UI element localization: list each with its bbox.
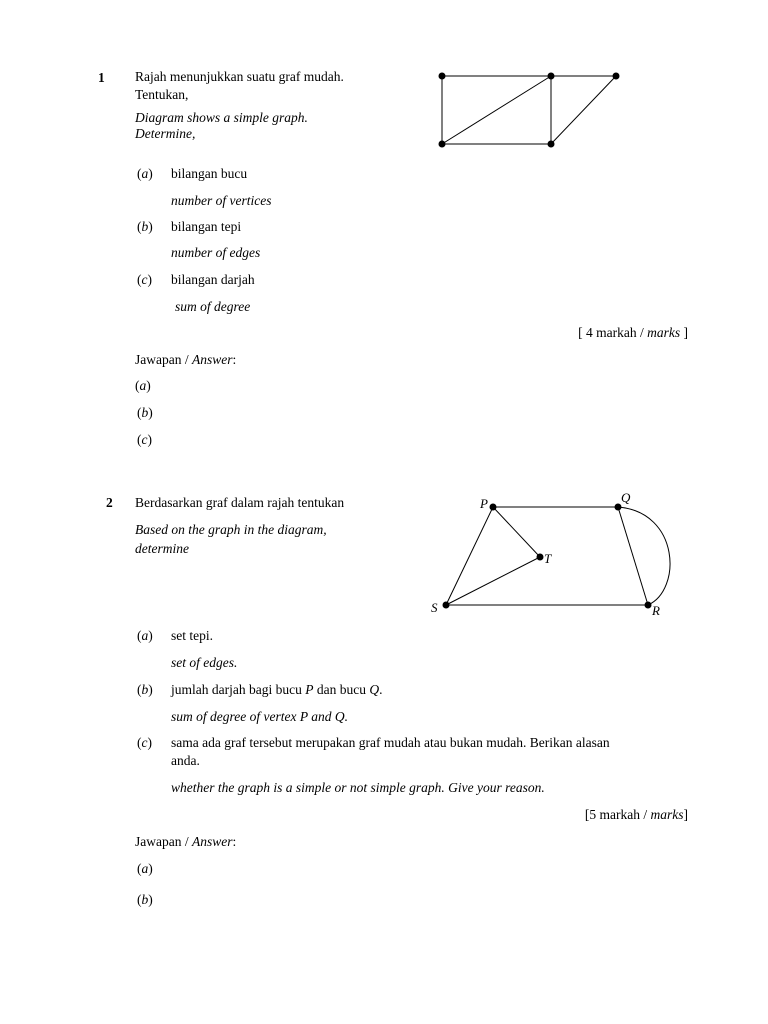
edge-st <box>446 557 540 605</box>
part-text-english: sum of degree <box>175 299 251 314</box>
answer-label: (b) <box>137 892 153 907</box>
vertex-label-r: R <box>652 603 660 618</box>
edge-ps <box>446 507 493 605</box>
part-text-english: set of edges. <box>171 655 238 670</box>
marks-allocation: [5 markah / marks] <box>584 807 688 822</box>
part-text-malay: set tepi. <box>171 628 213 643</box>
edge-pt <box>493 507 540 557</box>
question-instruction-english: determine <box>135 541 189 556</box>
part-text-malay: jumlah darjah bagi bucu P dan bucu Q. <box>171 682 383 697</box>
part-text-english: whether the graph is a simple or not simple graph. Give your reason. <box>171 780 545 795</box>
vertex-s <box>443 602 450 609</box>
answer-heading: Jawapan / Answer: <box>135 352 237 367</box>
question-intro-english: Based on the graph in the diagram, <box>135 522 327 537</box>
part-label: (a) <box>137 628 153 643</box>
question-instruction-malay: Tentukan, <box>135 87 189 102</box>
vertex-label-t: T <box>544 551 552 566</box>
answer-label: (a) <box>137 861 153 876</box>
answer-heading: Jawapan / Answer: <box>135 834 237 849</box>
question-instruction-english: Determine, <box>135 126 196 141</box>
part-text-english: sum of degree of vertex P and Q. <box>171 709 348 724</box>
vertex-label-p: P <box>480 496 488 511</box>
edge-qr <box>618 507 648 605</box>
question-number: 2 <box>106 495 113 510</box>
question-number: 1 <box>98 70 105 85</box>
part-label: (b) <box>137 219 153 234</box>
vertex-label-q: Q <box>621 490 631 505</box>
question-intro-malay: Berdasarkan graf dalam rajah tentukan <box>135 495 345 510</box>
vertex-t <box>537 554 544 561</box>
question-intro-malay: Rajah menunjukkan suatu graf mudah. <box>135 69 344 84</box>
marks-allocation: [ 4 markah / marks ] <box>578 325 688 340</box>
answer-label: (b) <box>137 405 153 420</box>
part-label: (b) <box>137 682 153 697</box>
part-label: (a) <box>137 166 153 181</box>
part-text-english: number of vertices <box>171 193 272 208</box>
part-text-english: number of edges <box>171 245 261 260</box>
part-text-malay-line1: sama ada graf tersebut merupakan graf mudah atau bukan mudah. Berikan alasan <box>171 735 610 750</box>
vertex-label-s: S <box>431 600 438 615</box>
answer-label: (c) <box>137 432 152 447</box>
answer-label: (a) <box>135 378 151 393</box>
question-intro-english: Diagram shows a simple graph. <box>135 110 308 125</box>
vertex-r <box>645 602 652 609</box>
part-label: (c) <box>137 735 152 750</box>
part-text-malay: bilangan bucu <box>171 166 248 181</box>
vertex-p <box>490 504 497 511</box>
part-label: (c) <box>137 272 152 287</box>
part-text-malay: bilangan darjah <box>171 272 255 287</box>
part-text-malay-line2: anda. <box>171 753 200 768</box>
part-text-malay: bilangan tepi <box>171 219 242 234</box>
